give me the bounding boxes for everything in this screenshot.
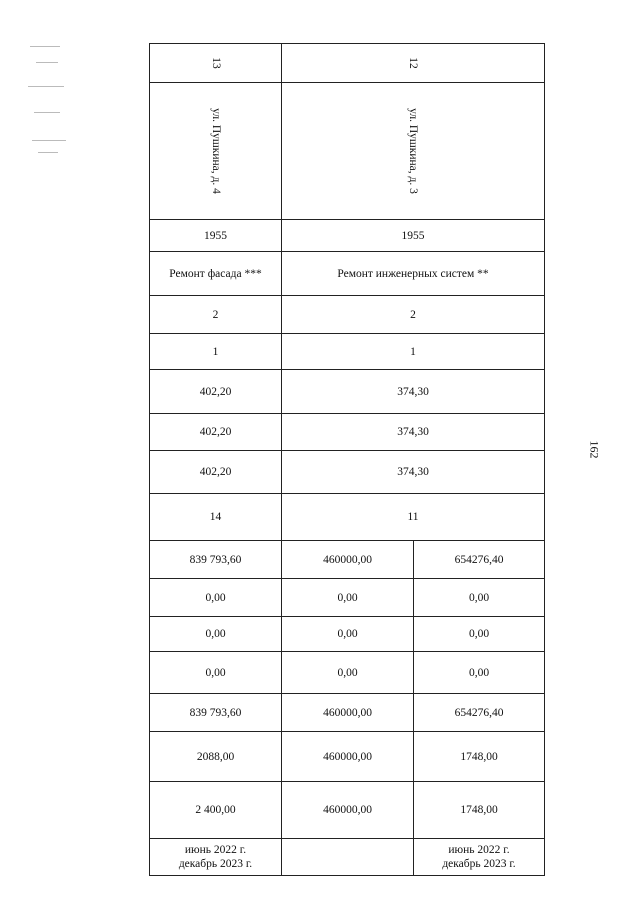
table-row [150, 617, 545, 652]
table-row [150, 652, 545, 694]
page-number: 162 [587, 440, 602, 459]
value-cell: 2 [282, 296, 545, 334]
amount-cell: 0,00 [414, 652, 545, 694]
amount-cell: 839 793,60 [150, 541, 282, 579]
year-cell: 1955 [150, 220, 282, 252]
table-row [150, 494, 545, 541]
date-end: декабрь 2023 г. [178, 858, 253, 870]
amount-cell: 0,00 [282, 579, 414, 617]
amount-cell: 0,00 [414, 579, 545, 617]
table-row [150, 220, 545, 252]
amount-cell: 2088,00 [150, 732, 282, 782]
date-end: декабрь 2023 г. [442, 858, 516, 870]
amount-cell: 654276,40 [414, 541, 545, 579]
area-cell: 374,30 [282, 370, 545, 414]
residents-cell: 11 [282, 494, 545, 541]
date-cell [150, 839, 282, 876]
address-cell: ул. Пушкина, д. 3 [282, 83, 545, 220]
table-row [150, 370, 545, 414]
work-type-cell: Ремонт фасада *** [150, 252, 282, 296]
table-row [150, 732, 545, 782]
amount-cell: 0,00 [282, 652, 414, 694]
amount-cell: 460000,00 [282, 541, 414, 579]
area-cell: 374,30 [282, 451, 545, 494]
table-row [150, 541, 545, 579]
table-row [150, 334, 545, 370]
value-cell: 2 [150, 296, 282, 334]
date-cell [414, 839, 545, 876]
value-cell: 1 [282, 334, 545, 370]
amount-cell: 0,00 [150, 579, 282, 617]
area-cell: 374,30 [282, 414, 545, 451]
table-row [150, 414, 545, 451]
area-cell: 402,20 [150, 451, 282, 494]
table-row [150, 782, 545, 839]
amount-cell: 2 400,00 [150, 782, 282, 839]
table-row [150, 694, 545, 732]
work-type-cell: Ремонт инженерных систем ** [282, 252, 545, 296]
area-cell: 402,20 [150, 414, 282, 451]
column-number-cell: 12 [282, 44, 545, 83]
address-cell: ул. Пушкина, д. 4 [150, 83, 282, 220]
year-cell: 1955 [282, 220, 545, 252]
date-start: июнь 2022 г. [448, 844, 510, 856]
table-row [150, 451, 545, 494]
date-cell-empty [282, 839, 414, 876]
amount-cell: 0,00 [150, 617, 282, 652]
table-row [150, 839, 545, 876]
repair-table [149, 43, 545, 876]
amount-cell: 1748,00 [414, 732, 545, 782]
amount-cell: 460000,00 [282, 694, 414, 732]
table-row [150, 296, 545, 334]
table-row [150, 44, 545, 83]
scan-artifact [26, 42, 72, 162]
table-row [150, 579, 545, 617]
amount-cell: 460000,00 [282, 732, 414, 782]
amount-cell: 1748,00 [414, 782, 545, 839]
residents-cell: 14 [150, 494, 282, 541]
value-cell: 1 [150, 334, 282, 370]
column-number-cell: 13 [150, 44, 282, 83]
table-row [150, 83, 545, 220]
amount-cell: 839 793,60 [150, 694, 282, 732]
date-start: июнь 2022 г. [184, 844, 247, 856]
amount-cell: 0,00 [282, 617, 414, 652]
amount-cell: 460000,00 [282, 782, 414, 839]
amount-cell: 654276,40 [414, 694, 545, 732]
amount-cell: 0,00 [150, 652, 282, 694]
area-cell: 402,20 [150, 370, 282, 414]
amount-cell: 0,00 [414, 617, 545, 652]
table-row [150, 252, 545, 296]
